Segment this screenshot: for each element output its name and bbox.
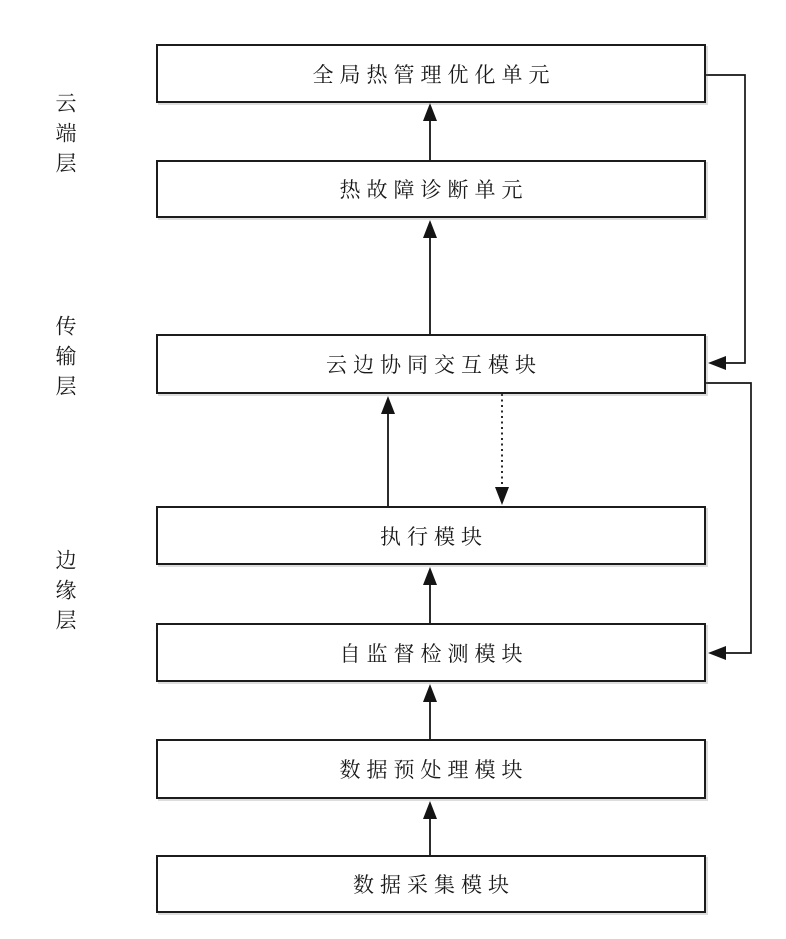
diagnosis-to-optimization-arrow [423, 103, 437, 160]
module-box-execution-module [156, 506, 706, 565]
selfsupervision-to-execution-arrow [423, 567, 437, 623]
module-box-global-thermal-management-optimization-unit [156, 44, 706, 103]
layer-label-transmission: 传输层 [53, 315, 77, 405]
execution-to-interaction-arrow [381, 396, 395, 506]
module-box-data-acquisition-module [156, 855, 706, 913]
module-box-self-supervised-detection-module [156, 623, 706, 682]
module-box-data-preprocessing-module [156, 739, 706, 799]
module-box-thermal-fault-diagnosis-unit [156, 160, 706, 218]
optimization-to-interaction-connector-arrow [706, 75, 745, 370]
interaction-to-selfsupervision-connector-arrow [706, 383, 751, 660]
module-label: 热故障诊断单元 [339, 178, 529, 202]
module-label: 数据预处理模块 [339, 758, 529, 782]
module-label: 数据采集模块 [353, 873, 515, 897]
layer-label-cloud: 云端层 [53, 92, 77, 182]
interaction-to-execution-dotted-arrow [495, 394, 509, 505]
module-label: 云边协同交互模块 [326, 353, 542, 377]
acquisition-to-preprocessing-arrow [423, 801, 437, 855]
module-box-cloud-edge-collaborative-interaction-module [156, 334, 706, 394]
module-label: 执行模块 [380, 524, 488, 549]
layer-label-edge: 边缘层 [53, 549, 77, 639]
module-label: 全局热管理优化单元 [312, 62, 556, 87]
module-label: 自监督检测模块 [339, 641, 529, 666]
interaction-to-diagnosis-arrow [423, 220, 437, 334]
preprocessing-to-selfsupervision-arrow [423, 684, 437, 739]
